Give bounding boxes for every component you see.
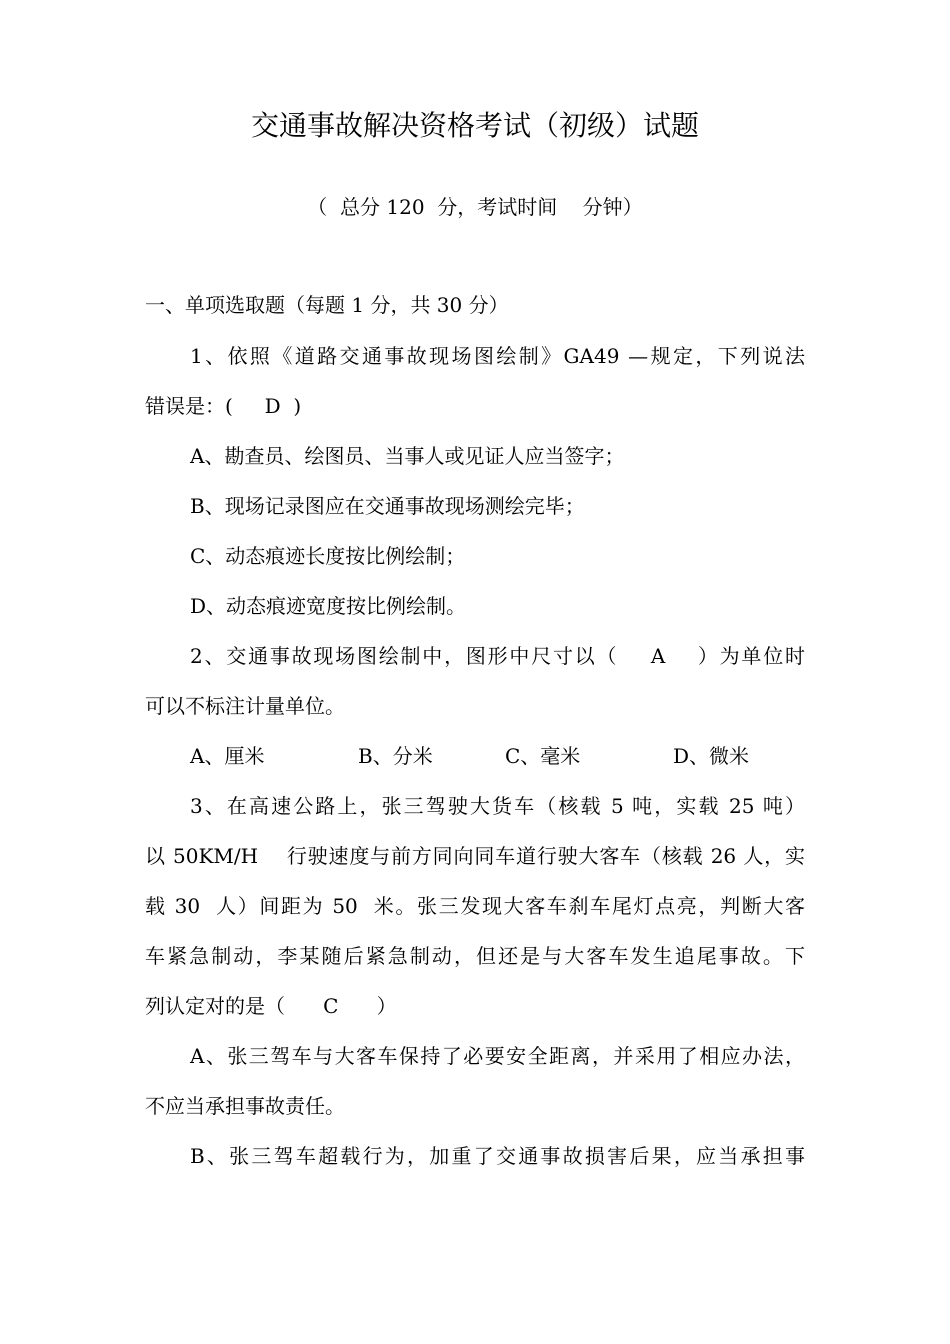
question-2-text: 2、交通事故现场图绘制中，图形中尺寸以（ A ）为单位时 (190, 644, 805, 668)
question-3-text-cont-2: 载 30 人）间距为 50 米。张三发现大客车刹车尾灯点亮，判断大客 (145, 894, 805, 918)
question-1-option-c: C、动态痕迹长度按比例绘制； (190, 544, 466, 568)
section-heading: 一、单项选取题（每题 1 分，共 30 分） (145, 293, 509, 317)
question-1-text: 1、依照《道路交通事故现场图绘制》GA49 —规定，下列说法 (190, 344, 805, 368)
question-1-option-b: B、现场记录图应在交通事故现场测绘完毕； (190, 494, 585, 518)
question-3-option-b: B、张三驾车超载行为，加重了交通事故损害后果，应当承担事 (190, 1144, 805, 1168)
document-title: 交通事故解决资格考试（初级）试题 (250, 109, 699, 142)
question-2-option-a: A、厘米 (190, 744, 265, 768)
question-1-option-a: A、勘查员、绘图员、当事人或见证人应当签字； (190, 444, 625, 468)
question-3-text: 3、在高速公路上，张三驾驶大货车（核载 5 吨，实载 25 吨） (190, 794, 805, 818)
question-2-text-cont: 可以不标注计量单位。 (145, 694, 345, 718)
question-3-text-cont-1: 以 50KM/H 行驶速度与前方同向同车道行驶大客车（核载 26 人，实 (145, 844, 805, 868)
question-3-option-a: A、张三驾车与大客车保持了必要安全距离，并采用了相应办法， (190, 1044, 805, 1068)
question-1-option-d: D、动态痕迹宽度按比例绘制。 (190, 594, 467, 618)
question-2-option-b: B、分米 (358, 744, 433, 768)
question-2-option-d: D、微米 (673, 744, 750, 768)
question-3-option-a-cont: 不应当承担事故责任。 (145, 1094, 345, 1118)
question-3-text-cont-4: 列认定对的是（ C ） (145, 994, 397, 1018)
question-1-text-cont: 错误是：( D ) (145, 394, 302, 418)
document-subtitle: （ 总分 120 分，考试时间 分钟） (307, 195, 643, 219)
question-3-text-cont-3: 车紧急制动，李某随后紧急制动，但还是与大客车发生追尾事故。下 (145, 944, 805, 968)
question-2-option-c: C、毫米 (505, 744, 581, 768)
